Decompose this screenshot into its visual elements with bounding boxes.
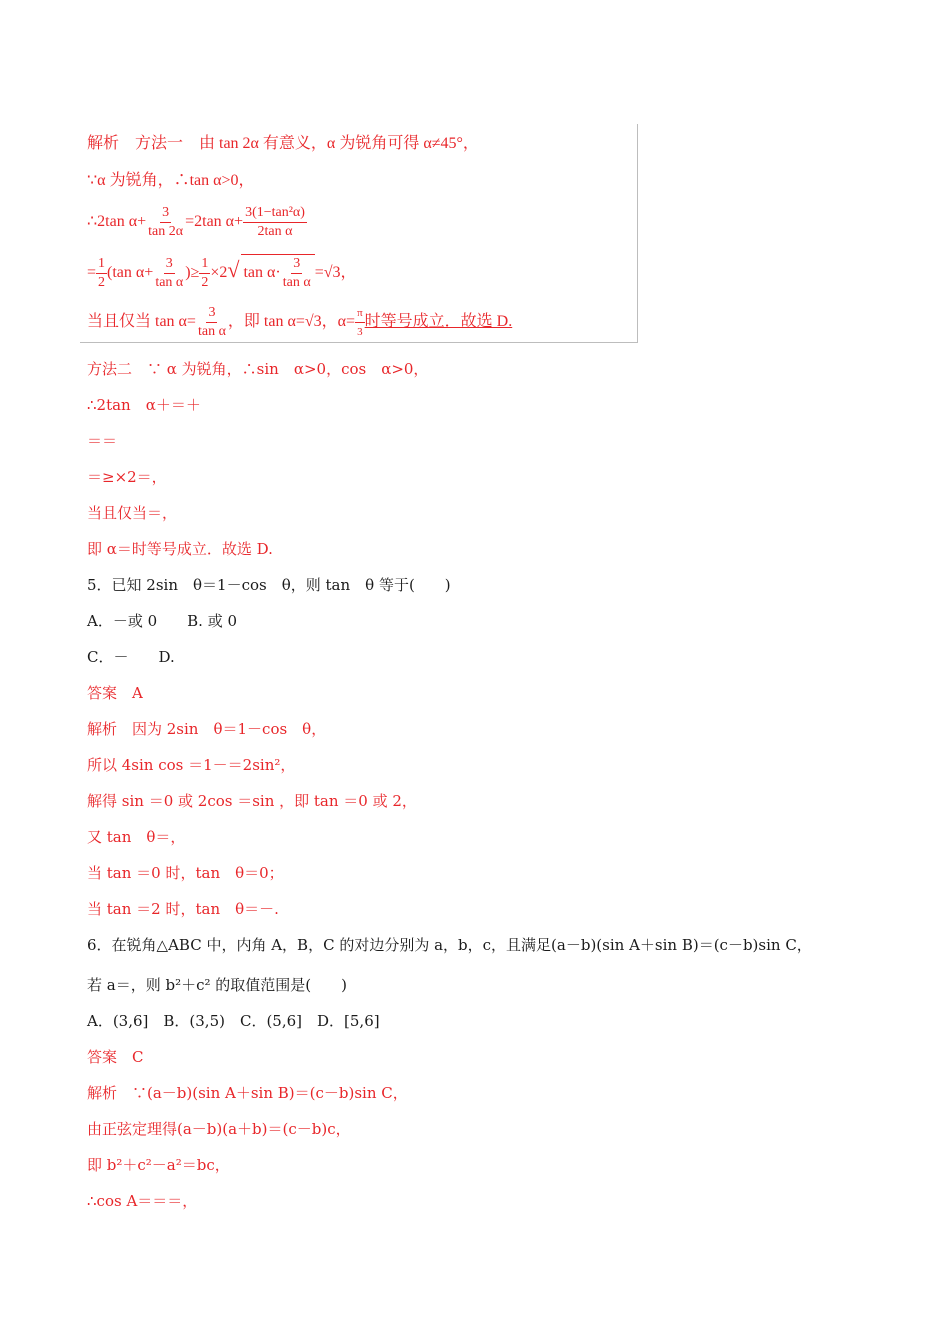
question-5-options-ab: A．－或 0 B. 或 0 [87, 612, 238, 630]
text-line: 当且仅当＝， [87, 504, 178, 522]
box-l5-text-a: 当且仅当 tan α= [87, 313, 196, 331]
question-5-options-cd: C．－ D. [87, 648, 175, 666]
box-line-5 [87, 304, 512, 341]
box-l4-text-d: ×2 [210, 264, 228, 282]
text-line: 即 b²＋c²－a²＝bc， [87, 1156, 230, 1174]
denominator: 3 [357, 326, 363, 338]
fraction [196, 304, 228, 341]
text-line: 由正弦定理得(a－b)(a＋b)＝(c－b)c， [87, 1120, 351, 1138]
numerator: 3(1−tan²α) [243, 204, 307, 223]
numerator: 1 [199, 255, 210, 274]
box-l5-text-b: ，即 tan α=√3，α= [227, 313, 356, 331]
box-line-3 [87, 204, 307, 241]
numerator: π [355, 304, 365, 323]
text-line: 当 tan ＝2 时，tan θ＝－. [87, 900, 279, 918]
box-l5-text-c: 时等号成立．故选 D. [364, 313, 513, 331]
question-6-options: A．(3,6] B．(3,5) C．(5,6] D．[5,6] [87, 1012, 380, 1030]
denominator: 2 [201, 275, 209, 290]
fraction-half [199, 255, 210, 292]
numerator: 3 [291, 255, 302, 274]
fraction [281, 255, 313, 292]
box-line-4 [87, 254, 357, 292]
question-6-stem-cont: 若 a＝，则 b²＋c² 的取值范围是( ) [87, 976, 347, 994]
sqrt-text: tan α· [243, 264, 281, 282]
numerator: 3 [160, 204, 171, 223]
denominator: tan α [197, 324, 226, 339]
denominator: 2 [98, 275, 106, 290]
box-line-1: 解析 方法一 由 tan 2α 有意义，α 为锐角可得 α≠45°， [87, 135, 479, 152]
text-line: 方法二 ∵ α 为锐角，∴sin α>0，cos α>0， [87, 360, 429, 378]
denominator: tan 2α [148, 224, 184, 239]
question-6-stem: 6．在锐角△ABC 中，内角 A，B，C 的对边分别为 a，b，c，且满足(a－b)(sin A＋sin B)＝(c－b)sin C， [87, 936, 812, 954]
text-line: 又 tan θ＝， [87, 828, 186, 846]
box-l3-text-a: ∴2tan α+ [87, 213, 147, 231]
numerator: 3 [164, 255, 175, 274]
fraction-pi [355, 304, 365, 341]
box-l4-text-e: =√3， [314, 264, 357, 282]
box-l4-text-b: (tan α+ [107, 264, 154, 282]
answer-5: 答案 A [87, 684, 143, 702]
text-line: 当 tan ＝0 时，tan θ＝0； [87, 864, 284, 882]
text-line: ∴2tan α＋＝＋ [87, 396, 201, 414]
numerator: 1 [96, 255, 107, 274]
box-l4-text-a: = [87, 264, 97, 282]
fraction [243, 204, 307, 241]
box-l3-text-b: =2tan α+ [185, 213, 244, 231]
text-line: 即 α＝时等号成立．故选 D. [87, 540, 273, 558]
text-line: ＝≥×2＝， [87, 468, 167, 486]
answer-6: 答案 C [87, 1048, 144, 1066]
text-line: 所以 4sin cos ＝1－＝2sin²， [87, 756, 296, 774]
denominator: 2tan α [257, 224, 293, 239]
fraction [153, 255, 185, 292]
text-line: 解析 因为 2sin θ＝1－cos θ， [87, 720, 327, 738]
text-line: 解得 sin ＝0 或 2cos ＝sin ，即 tan ＝0 或 2， [87, 792, 417, 810]
numerator: 3 [206, 304, 217, 323]
fraction-half [96, 255, 107, 292]
question-5-stem: 5．已知 2sin θ＝1－cos θ，则 tan θ 等于( ) [87, 576, 451, 594]
sqrt-body [241, 254, 314, 292]
solution-image-block [80, 124, 638, 343]
text-line: ＝＝ [87, 432, 118, 450]
box-l4-text-c: )≥ [185, 264, 200, 282]
denominator: tan α [155, 275, 184, 290]
text-line: ∴cos A＝＝＝， [87, 1192, 198, 1210]
text-line: 解析 ∵(a－b)(sin A＋sin B)＝(c－b)sin C， [87, 1084, 408, 1102]
box-line-2: ∵α 为锐角，∴tan α>0， [87, 172, 255, 189]
denominator: tan α [282, 275, 311, 290]
fraction [146, 204, 185, 241]
sqrt-sign-icon: √ [227, 257, 240, 283]
